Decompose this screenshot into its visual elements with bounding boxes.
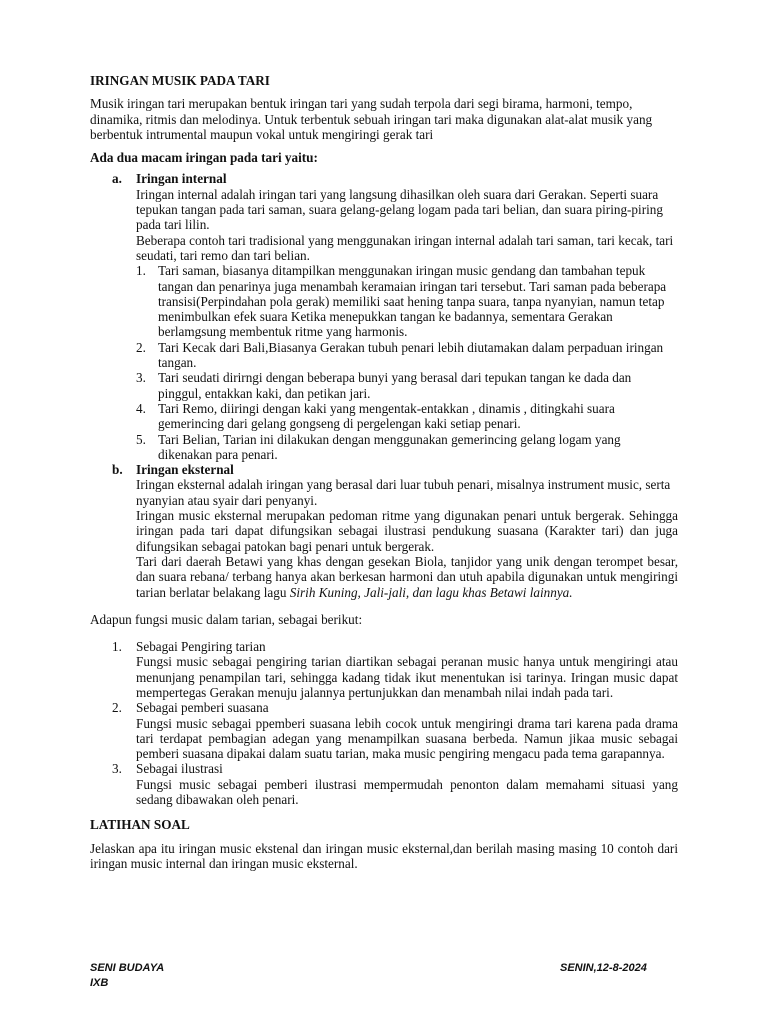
list-item-text: Tari saman, biasanya ditampilkan menggunakan iringan music gendang dan tambahan tepuk tangan dan penarinya juga menambah keramaian iringan tari tersebut. Tari saman pada beberapa transisi(Perpindahan pola gerak) memiliki saat hening tanpa suara, tanpa nyanyian, namun tetap menimbulkan efek suara Ketika menepukkan tangan ke badannya, sementara Gerakan berlamgsung membentuk ritme yang harmonis. bbox=[158, 263, 667, 340]
section-marker: b. bbox=[112, 462, 123, 478]
functions-list bbox=[90, 639, 678, 807]
function-text: Fungsi music sebagai ppemberi suasana lebih cocok untuk mengiringi drama tari karena pada drama tari terdapat pembagian adegan yang menampilkan suasana berbeda. Namun jikaa music sebagai pemberi suasana dipakai dalam suatu tarian, maka music pengiring mengacu pada tema garapannya. bbox=[136, 715, 678, 762]
section-marker: a. bbox=[112, 171, 122, 187]
section-external bbox=[90, 462, 678, 600]
page-title: IRINGAN MUSIK PADA TARI bbox=[90, 73, 270, 88]
list-item-text: Tari Remo, diiringi dengan kaki yang mengentak-entakkan , dinamis , ditingkahi suara gemerincing dari gelang gongseng di pergelengan kaki setiap penari. bbox=[158, 400, 615, 432]
list-number: 2. bbox=[112, 700, 122, 716]
section-paragraph: Iringan music eksternal merupakan pedoman ritme yang digunakan penari untuk bergerak. Sehingga iringan pada tari dapat difungsikan sebagai ilustrasi pendukung suasana (Karakter tari) dan juga difungsikan sebagai patokan bagi penari untuk bergerak. bbox=[136, 508, 678, 554]
list-item bbox=[136, 401, 678, 432]
list-number: 1. bbox=[136, 263, 146, 279]
list-number: 5. bbox=[136, 431, 146, 447]
section-paragraph: Iringan eksternal adalah iringan yang berasal dari luar tubuh penari, misalnya instrument music, serta nyanyian atau syair dari penyanyi. bbox=[136, 477, 671, 508]
section-title: Iringan eksternal bbox=[136, 462, 234, 478]
section-paragraph: Beberapa contoh tari tradisional yang menggunakan iringan internal adalah tari saman, tari kecak, tari seudati, tari remo dan tari belian. bbox=[136, 232, 674, 263]
song-titles: Sirih Kuning, Jali-jali, dan lagu khas Betawi lainnya. bbox=[289, 584, 573, 600]
section-title: Iringan internal bbox=[136, 171, 227, 187]
list-item bbox=[136, 340, 678, 371]
list-number: 3. bbox=[136, 370, 146, 386]
function-text: Fungsi music sebagai pengiring tarian diartikan sebagai peranan music hanya untuk mengiringi atau menunjang penampilan tari, sehingga kadang tidak ikut menentukan isi tarinya. Iringan music dapat mempertegas Gerakan menuju jalannya pertunjukkan dan menambah nilai indah pada tari. bbox=[136, 654, 678, 700]
footer-class: IXB bbox=[90, 977, 109, 989]
list-number: 4. bbox=[136, 400, 146, 416]
footer-left bbox=[90, 961, 164, 991]
intro-paragraph: Musik iringan tari merupakan bentuk iringan tari yang sudah terpola dari segi birama, harmoni, tempo, dinamika, ritmis dan melodinya. Untuk terbentuk sebuah iringan tari maka digunakan alat-alat musik yang berbentuk intrumental maupun vokal untuk mengiringi gerak tari bbox=[90, 96, 653, 142]
list-item bbox=[90, 639, 678, 700]
function-title: Sebagai ilustrasi bbox=[136, 761, 223, 777]
section-paragraph bbox=[136, 554, 678, 600]
list-item bbox=[136, 432, 678, 463]
function-text: Fungsi music sebagai pemberi ilustrasi mempermudah penonton dalam memahami situasi yang sedang dibawakan oleh penari. bbox=[136, 776, 678, 808]
list-number: 3. bbox=[112, 761, 122, 777]
list-item-text: Tari Belian, Tarian ini dilakukan dengan menggunakan gemerincing gelang logam yang dikenakan para penari. bbox=[158, 431, 621, 462]
list-number: 1. bbox=[112, 639, 122, 655]
functions-intro: Adapun fungsi music dalam tarian, sebagai berikut: bbox=[90, 611, 363, 627]
section-paragraph: Iringan internal adalah iringan tari yang langsung dihasilkan oleh suara dari Gerakan. Seperti suara tepukan tangan pada tari saman, suara gelang-gelang logam pada tari belian, dan suara piring-piring pada tari lilin. bbox=[136, 186, 663, 233]
paragraph-text: Tari dari daerah Betawi yang khas dengan gesekan Biola, tanjidor yang unik dengan terompet besar, dan suara rebana/ terbang hanya akan berkesan harmoni dan utuh apabila digunakan untuk mengiringi tarian berlatar belakang lagu bbox=[136, 553, 678, 600]
internal-examples-list bbox=[136, 263, 678, 462]
list-number: 2. bbox=[136, 339, 146, 355]
function-title: Sebagai pemberi suasana bbox=[136, 700, 269, 716]
list-item-text: Tari seudati dirirngi dengan beberapa bunyi yang berasal dari tepukan tangan ke dada dan pinggul, entakkan kaki, dan petikan jari. bbox=[158, 370, 632, 401]
list-item-text: Tari Kecak dari Bali,Biasanya Gerakan tubuh penari lebih diutamakan dalam perpaduan iringan tangan. bbox=[158, 339, 664, 371]
list-item bbox=[90, 700, 678, 761]
footer-subject: SENI BUDAYA bbox=[90, 962, 165, 974]
exercise-text: Jelaskan apa itu iringan music ekstenal dan iringan music eksternal,dan berilah masing masing 10 contoh dari iringan music internal dan iringan music eksternal. bbox=[90, 840, 678, 871]
list-item bbox=[136, 370, 678, 401]
types-heading: Ada dua macam iringan pada tari yaitu: bbox=[90, 150, 318, 166]
exercise-heading: LATIHAN SOAL bbox=[90, 817, 190, 833]
section-internal bbox=[90, 171, 678, 462]
list-item bbox=[90, 761, 678, 807]
document-page bbox=[90, 73, 678, 871]
list-item bbox=[136, 263, 678, 339]
footer-date: SENIN,12-8-2024 bbox=[560, 962, 647, 974]
function-title: Sebagai Pengiring tarian bbox=[136, 639, 266, 655]
